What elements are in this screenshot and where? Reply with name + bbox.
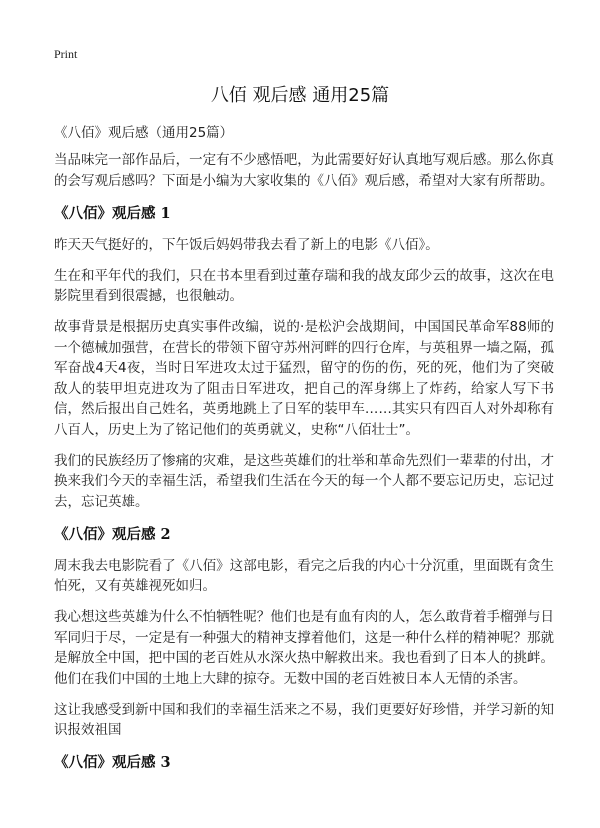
section-heading-1: 《八佰》观后感 1: [54, 204, 171, 222]
document-body: [54, 150, 554, 784]
intro-paragraph: 当品味完一部作品后，一定有不少感悟吧，为此需要好好认真地写观后感。那么你真的会写观后感吗？下面是小编为大家收集的《八佰》观后感，希望对大家有所帮助。: [54, 152, 554, 189]
paragraph: 周末我去电影院看了《八佰》这部电影，看完之后我的内心十分沉重，里面既有贪生怕死，又有英雄视死如归。: [54, 557, 554, 594]
paragraph: 生在和平年代的我们，只在书本里看到过董存瑞和我的战友邱少云的故事，这次在电影院里看到很震撼，也很触动。: [54, 267, 554, 304]
paragraph: 我心想这些英雄为什么不怕牺牲呢？他们也是有血有肉的人，怎么敢背着手榴弹与日军同归于尽，一定是有一种强大的精神支撑着他们，这是一种什么样的精神呢？那就是解放全中国，把中国的老百姓从水深火热中解救出来。我也看到了日本人的挑衅。他们在我们中国的土地上大肆的掠夺。无数中国的老百姓被日本人无情的杀害。: [54, 609, 554, 687]
paragraph: 故事背景是根据历史真实事件改编，说的·是松沪会战期间，中国国民革命军88师的一个德械加强营，在营长的带领下留守苏州河畔的四行仓库，与英租界一墙之隔，孤军奋战4天4夜，当时日军进攻太过于猛烈，留守的伤的伤，死的死，他们为了突破敌人的装甲坦克进攻为了阻击日军进攻，把自己的浑身绑上了炸药，给家人写下书信，然后报出自己姓名，英勇地跳上了日军的装甲车……其实只有四百人对外却称有八百人，历史上为了铭记他们的英勇就义，史称“八佰壮士”。: [54, 319, 554, 438]
document-title: 八佰 观后感 通用25篇: [210, 85, 390, 106]
print-label[interactable]: Print: [54, 47, 78, 61]
paragraph: 这让我感受到新中国和我们的幸福生活来之不易，我们更要好好珍惜，并学习新的知识报效祖国: [54, 701, 554, 738]
section-heading-2: 《八佰》观后感 2: [54, 525, 171, 543]
paragraph: 昨天天气挺好的，下午饭后妈妈带我去看了新上的电影《八佰》。: [54, 236, 439, 253]
paragraph: 我们的民族经历了惨痛的灾难，是这些英雄们的壮举和革命先烈们一辈辈的付出，才换来我们今天的幸福生活，希望我们生活在今天的每一个人都不要忘记历史，忘记过去，忘记英雄。: [54, 452, 554, 510]
document-subtitle: 《八佰》观后感（通用25篇）: [54, 125, 234, 141]
section-heading-3: 《八佰》观后感 3: [54, 754, 171, 771]
